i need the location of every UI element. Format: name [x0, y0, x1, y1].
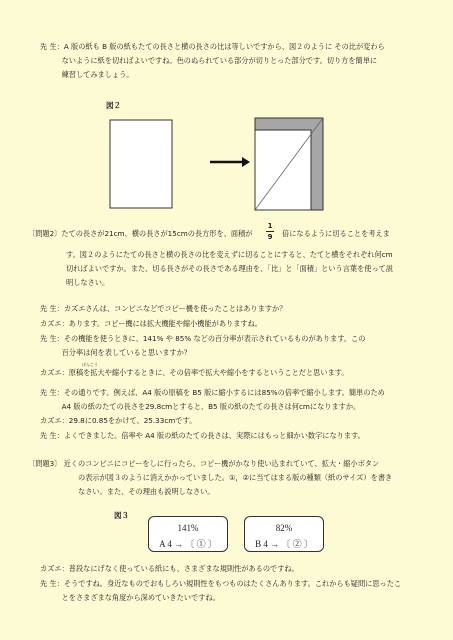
fraction-numerator: 1 [267, 222, 273, 230]
teacher-line-3: 練習してみましょう。 [40, 70, 134, 79]
arrow-head-icon [242, 157, 250, 167]
problem-3-line-3: なさい。また、その理由も説明しなさい。 [78, 487, 215, 496]
figure-3-label: 図３ [114, 511, 129, 520]
teacher-line-9: 先 生：よくできました。倍率や A4 版の紙のたての長さは、実際にはもっと細かい数字になります。 [40, 431, 365, 440]
copy-button-141 [148, 516, 228, 552]
teacher-line-2: ないように紙を切ればよいですね。色のぬられている部分が切りとった部分です。切り方を簡単に [40, 56, 378, 65]
figure-2-diagram [100, 112, 340, 222]
copy-button-141-percent: 141% [177, 523, 199, 533]
teacher-line-8: A4 版の紙のたての長さを29.8cmとすると、B5 版の紙のたての長さは何cmになりますか。 [40, 402, 361, 411]
teacher-line-4: 先 生：カズエさんは、コンビニなどでコピー機を使ったことはありますか？ [40, 304, 287, 313]
copy-button-82-text: B 4 → 〔 ② 〕 [255, 539, 313, 549]
fraction-denominator: 9 [267, 233, 273, 241]
teacher-line-5: 先 生：その機能を使うときに、141% や 85% などの百分率が表示されているものがあります。この [40, 334, 366, 343]
problem-3-line-1: 〔問題3〕 近くのコンビニにコピーをしに行ったら、コピー機がかなり使い込まれていて、拡大・縮小ボタン [28, 459, 380, 468]
ruby-reading: げんこう [82, 362, 98, 367]
copy-button-82-percent: 82% [275, 523, 293, 533]
copy-button-141-text: A 4 → 〔 ① 〕 [159, 539, 217, 549]
kazue-line-4: カズエ：普段なにげなく使っている紙にも、さまざまな規則性があるのですね。 [40, 564, 299, 573]
problem-2-line-1b: 倍になるように切ることを考えま [282, 229, 390, 238]
original-paper [110, 120, 172, 208]
kazue-line-3: カズエ：29.8に0.85をかけて、25.33cmです。 [40, 416, 197, 425]
problem-2-line-4: 明しなさい。 [66, 278, 110, 287]
problem-3-line-2: の表示が図３のように消えかかっていました。①，②に当てはまる版の種類（紙のサイズ）を書き [78, 473, 393, 482]
kazue-line-1: カズエ：あります。コピー機には拡大機能や縮小機能がありますね。 [40, 319, 262, 328]
teacher-line-6: 百分率は何を表していると思いますか？ [40, 348, 191, 357]
teacher-line-7: 先 生：その通りです。例えば、A4 版の原稿を B5 版に縮小するには85%の倍率で縮小します。簡単のため [40, 388, 385, 397]
copy-button-82 [244, 516, 324, 552]
problem-2-line-3: 切ればよいですか。また、切る長さがその長さである理由を、「比」と「面積」という言葉を使って説 [66, 264, 394, 273]
figure-2-label: 図２ [106, 101, 121, 110]
problem-2-line-1: 〔問題2〕たての長さが21cm、横の長さが15cmの長方形を、面積が [28, 229, 253, 238]
teacher-line-1: 先 生：A 版の紙も B 版の紙もたての長さと横の長さの比は等しいですから、図２のように その比が変わら [40, 42, 385, 51]
problem-2-line-2: す。図２のようにたての長さと横の長さの比を変えずに切ることにすると、たてと横をそれぞれ何cm [66, 250, 393, 259]
fraction-one-ninth [266, 222, 274, 241]
kazue-line-2: カズエ：原稿を拡大や縮小するときに、その倍率で拡大や縮小をするということだと思います。 [40, 368, 349, 377]
teacher-line-11: とをさまざまな角度から深めていきたいですね。 [40, 593, 220, 602]
teacher-line-10: 先 生：そうですね。身近なものでおもしろい規則性をもつものはたくさんあります。これからも疑問に思ったこ [40, 579, 402, 588]
